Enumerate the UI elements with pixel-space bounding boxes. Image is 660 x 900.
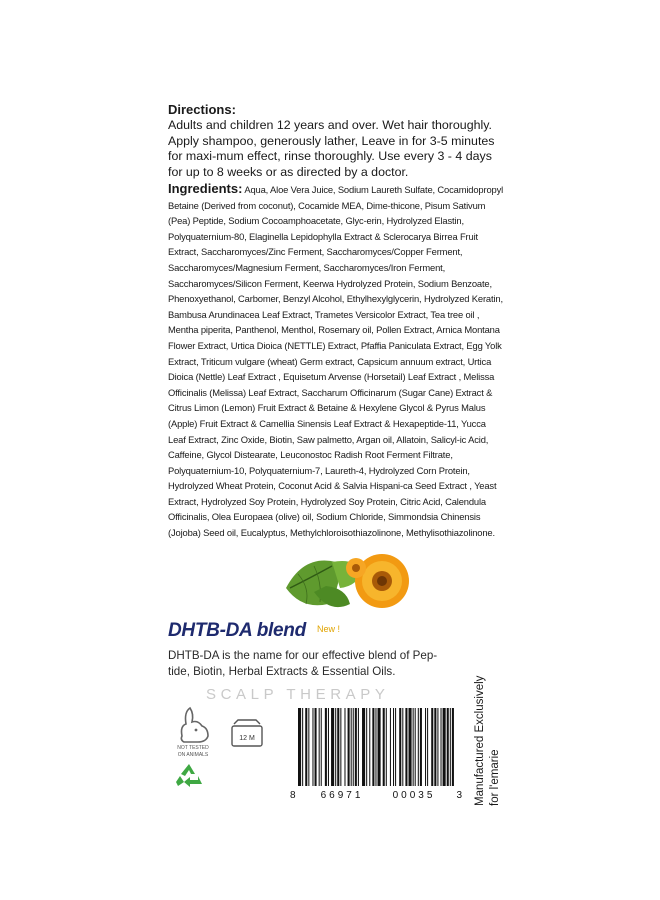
barcode-bar	[331, 708, 334, 786]
barcode-bar	[298, 708, 301, 786]
not-tested-line2: ON ANIMALS	[177, 752, 209, 758]
barcode-bar	[402, 708, 403, 786]
ingredients-text: Aqua, Aloe Vera Juice, Sodium Laureth Sulfate, Cocamidopropyl Betaine (Derived from coconut), Cocamide MEA, Dime-thicone, Pisum Sativum (Pea) Peptide, Sodium Cocoamphoacetate, Glyc-erin, Hydrolyzed Elastin, Polyquaternium-80, Elaginella Lepidophylla Extract & Sclerocarya Birrea Fruit Extract, Saccharomyces/Zinc Ferment, Saccharomyces/Copper Ferment, Saccharomyces/Magnesium Ferment, Saccharomyces/Iron Ferment, Saccharomyces/Silicon Ferment, Keerwa Hydrolyzed Protein, Sodium Benzoate, Phenoxyethanol, Carbomer, Benzyl Alcohol, Ethylhexylglycerin, Hydrolyzed Keratin, Bambusa Arundinacea Leaf Extract, Trametes Versicolor Extract, Tea tree oil , Mentha piperita, Panthenol, Menthol, Rosemary oil, Pollen Extract, Arnica Montana Flower Extract, Urtica Dioica (NETTLE) Extract, Pfaffia Paniculata Extract, Egg Yolk Extract, Triticum vulgare (wheat) Germ extract, Capsicum annuum extract, Urtica Dioica (Nettle) Leaf Extract , Equisetum Arvense (Horsetail) Leaf Extract , Melissa Officinalis (Melissa) Leaf Extract, Saccharum Officinarum (Sugar Cane) Extract & Citrus Limon (Lemon) Fruit Extract & Betaine & Hexylene Glycol & Pyrus Malus (Apple) Fruit Extract & Camellia Sinensis Leaf Extract & Hexapeptide-11, Yucca Leaf Extract, Zinc Oxide, Biotin, Saw palmetto, Argan oil, Allatoin, Salicyl-ic Acid, Caffeine, Glycol Distearate, Leuconostoc Radish Root Ferment Filtrate, Polyquaternium-10, Polyquaternium-7, Laureth-4, Hydrolyzed Corn Protein, Hydrolyzed Wheat Protein, Coconut Acid & Salvia Hispani-ca Seed Extract , Yeast Extract, Hydrolyzed Soy Protein, Hydrolyzed Soy Protein, Citric Acid, Calendula Officinalis, Olea Europaea (olive) oil, Sodium Chloride, Simmondsia Chinensis (Jojoba) Seed oil, Eucalyptus, Methylchloroisothiazolinone, Methylisothiazolinone.	[168, 184, 504, 539]
barcode-bar	[434, 708, 436, 786]
barcode-bar	[315, 708, 317, 786]
barcode-bar	[305, 708, 307, 786]
blend-description: DHTB-DA is the name for our effective blend of Pep-tide, Biotin, Herbal Extracts & Essential Oils.	[168, 649, 438, 678]
barcode-bar	[378, 708, 381, 786]
barcode-bar	[405, 708, 407, 786]
barcode-bar	[441, 708, 442, 786]
ingredients-label: Ingredients:	[168, 181, 243, 196]
barcode-bars	[298, 708, 454, 786]
barcode-bar	[351, 708, 352, 786]
barcode-bar	[395, 708, 396, 786]
barcode-bar	[319, 708, 320, 786]
barcode-bar	[335, 708, 336, 786]
barcode-bar	[415, 708, 416, 786]
barcode-bar	[420, 708, 422, 786]
barcode-group1: 66971	[320, 790, 364, 800]
barcode-bar	[348, 708, 350, 786]
barcode-bar	[369, 708, 370, 786]
barcode-bar	[362, 708, 365, 786]
not-tested-on-animals-icon	[172, 706, 214, 758]
barcode-bar	[386, 708, 387, 786]
barcode-bar	[366, 708, 367, 786]
barcode-bar	[312, 708, 313, 786]
barcode-digit-last: 3	[456, 790, 462, 800]
barcode-bar	[321, 708, 322, 786]
new-badge: New !	[317, 624, 341, 634]
recycle-icon	[174, 762, 204, 788]
barcode-bar	[372, 708, 374, 786]
barcode-group2: 00035	[392, 790, 436, 800]
barcode-bar	[443, 708, 446, 786]
manufacturer-line2: for l'emarie	[489, 749, 501, 806]
barcode-bar	[437, 708, 438, 786]
barcode-bar	[450, 708, 451, 786]
barcode-bar	[399, 708, 401, 786]
calendula-flower-icon	[346, 554, 409, 608]
blend-title: DHTB-DA blend	[168, 620, 306, 641]
barcode-bar	[418, 708, 419, 786]
pao-label: 12 M	[239, 735, 255, 742]
barcode-bar	[447, 708, 449, 786]
barcode-bar	[355, 708, 357, 786]
barcode-bar	[375, 708, 376, 786]
ingredients-block	[168, 181, 504, 541]
herbs-illustration	[284, 548, 414, 614]
barcode-bar	[337, 708, 339, 786]
manufacturer-text	[473, 636, 509, 806]
barcode-bar	[452, 708, 454, 786]
barcode	[286, 708, 466, 800]
barcode-bar	[390, 708, 391, 786]
barcode-bar	[409, 708, 412, 786]
barcode-digit-first: 8	[290, 790, 296, 800]
barcode-bar	[383, 708, 385, 786]
directions-text: Adults and children 12 years and over. Wet hair thoroughly. Apply shampoo, generously lather, Leave in for 3-5 minutes for maxi-mum effect, rinse thoroughly. Use every 3 - 4 days for up to 8 weeks or as directed by a doctor.	[168, 118, 495, 179]
barcode-bar	[353, 708, 354, 786]
barcode-bar	[340, 708, 341, 786]
barcode-bar	[358, 708, 359, 786]
directions-title: Directions:	[168, 102, 236, 117]
barcode-bar	[427, 708, 428, 786]
barcode-bar	[431, 708, 433, 786]
barcode-bar	[325, 708, 327, 786]
scalp-therapy-text: SCALP THERAPY	[206, 686, 390, 703]
barcode-bar	[344, 708, 345, 786]
period-after-opening-icon	[228, 716, 266, 750]
barcode-bar	[393, 708, 394, 786]
barcode-bar	[328, 708, 329, 786]
barcode-bar	[425, 708, 426, 786]
not-tested-line1: NOT TESTED	[177, 745, 209, 751]
manufacturer-line1: Manufactured Exclusively	[474, 675, 486, 806]
barcode-bar	[302, 708, 303, 786]
barcode-bar	[413, 708, 414, 786]
barcode-bar	[308, 708, 309, 786]
